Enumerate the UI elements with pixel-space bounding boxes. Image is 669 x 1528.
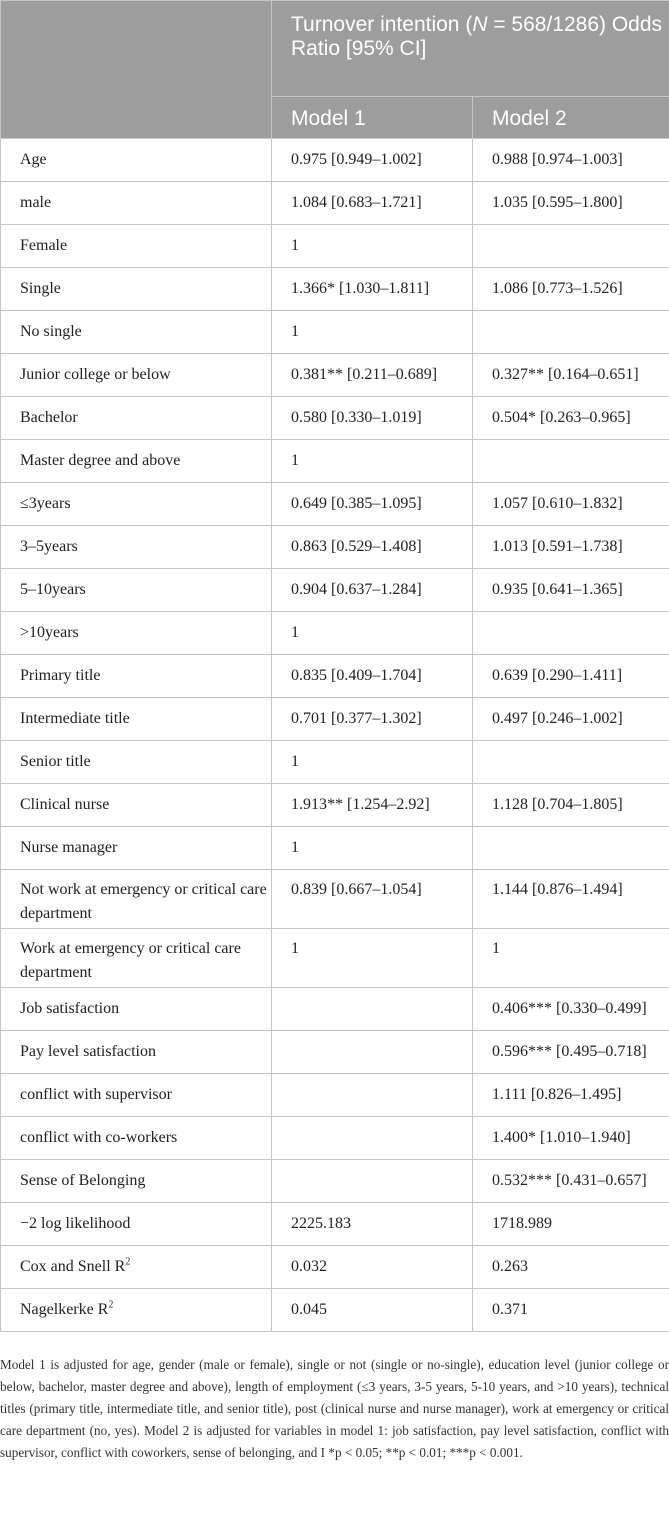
- row-label: [1, 1117, 272, 1160]
- row-label: [1, 182, 272, 225]
- model-2-value: 1: [473, 929, 669, 988]
- table-row: [1, 311, 669, 354]
- model-1-value: 0.835 [0.409–1.704]: [272, 655, 473, 698]
- table-row: [1, 741, 669, 784]
- row-label-text: Intermediate title: [20, 710, 130, 727]
- model-2-value: 0.532*** [0.431–0.657]: [473, 1160, 669, 1203]
- model-1-value: 1: [272, 225, 473, 268]
- model-2-value: [473, 225, 669, 268]
- header-group-suffix: = 568/1286) Odds Ratio [95% CI]: [291, 13, 663, 60]
- row-label: [1, 354, 272, 397]
- row-label: [1, 784, 272, 827]
- model-1-value: 1: [272, 741, 473, 784]
- row-label: [1, 741, 272, 784]
- row-label-text: Clinical nurse: [20, 796, 110, 813]
- model-2-value: [473, 440, 669, 483]
- table-row: [1, 870, 669, 929]
- model-1-value: 1: [272, 311, 473, 354]
- model-2-value: 0.639 [0.290–1.411]: [473, 655, 669, 698]
- table-row: [1, 440, 669, 483]
- header-model-2: Model 2: [473, 97, 669, 139]
- row-label-text: 5–10years: [20, 581, 86, 598]
- table-row: [1, 655, 669, 698]
- row-label-text: Pay level satisfaction: [20, 1043, 156, 1060]
- row-label: [1, 139, 272, 182]
- model-2-value: 0.497 [0.246–1.002]: [473, 698, 669, 741]
- model-1-value: [272, 1074, 473, 1117]
- model-1-value: [272, 1031, 473, 1074]
- model-2-value: 1.086 [0.773–1.526]: [473, 268, 669, 311]
- model-2-value: [473, 827, 669, 870]
- model-2-value: 1.013 [0.591–1.738]: [473, 526, 669, 569]
- model-1-value: 0.839 [0.667–1.054]: [272, 870, 473, 929]
- model-1-value: 0.863 [0.529–1.408]: [272, 526, 473, 569]
- table-row: [1, 182, 669, 225]
- table-row: [1, 1074, 669, 1117]
- model-1-value: 1: [272, 612, 473, 655]
- model-1-value: 0.381** [0.211–0.689]: [272, 354, 473, 397]
- model-2-value: 1.144 [0.876–1.494]: [473, 870, 669, 929]
- row-label-text: Primary title: [20, 667, 101, 684]
- model-1-value: [272, 1160, 473, 1203]
- row-label-text: −2 log likelihood: [20, 1215, 131, 1232]
- row-label: [1, 1289, 272, 1332]
- row-label-text: ≤3years: [20, 495, 71, 512]
- model-1-value: 0.701 [0.377–1.302]: [272, 698, 473, 741]
- row-label: [1, 655, 272, 698]
- table-row: [1, 784, 669, 827]
- model-2-value: 0.371: [473, 1289, 669, 1332]
- row-label: [1, 311, 272, 354]
- row-label-text: Not work at emergency or critical care department: [20, 881, 267, 922]
- row-label: [1, 1074, 272, 1117]
- row-label-text: 3–5years: [20, 538, 78, 555]
- model-2-value: 1.111 [0.826–1.495]: [473, 1074, 669, 1117]
- model-2-value: 1.400* [1.010–1.940]: [473, 1117, 669, 1160]
- header-group-title: [272, 1, 669, 97]
- table-body: [1, 139, 669, 1332]
- table-row: [1, 268, 669, 311]
- row-label-text: Work at emergency or critical care department: [20, 940, 241, 981]
- row-label-superscript: 2: [125, 1256, 131, 1268]
- table-row: [1, 827, 669, 870]
- row-label-text: conflict with supervisor: [20, 1086, 172, 1103]
- table-row: [1, 397, 669, 440]
- table-row: [1, 1160, 669, 1203]
- model-2-value: 1.128 [0.704–1.805]: [473, 784, 669, 827]
- model-2-value: 1718.989: [473, 1203, 669, 1246]
- model-1-value: 1.366* [1.030–1.811]: [272, 268, 473, 311]
- row-label: [1, 483, 272, 526]
- row-label-text: Cox and Snell R: [20, 1258, 126, 1275]
- table-row: [1, 698, 669, 741]
- model-1-value: 1: [272, 827, 473, 870]
- model-1-value: 0.045: [272, 1289, 473, 1332]
- model-2-value: 1.057 [0.610–1.832]: [473, 483, 669, 526]
- model-2-value: [473, 741, 669, 784]
- table-row: [1, 1031, 669, 1074]
- table-row: [1, 354, 669, 397]
- row-label-text: Junior college or below: [20, 366, 171, 383]
- table-row: [1, 988, 669, 1031]
- row-label: [1, 225, 272, 268]
- row-label: [1, 827, 272, 870]
- row-label-text: male: [20, 194, 52, 211]
- row-label-text: Age: [20, 151, 47, 168]
- row-label: [1, 569, 272, 612]
- row-label: [1, 440, 272, 483]
- row-label-text: Nagelkerke R: [20, 1301, 109, 1318]
- row-label-text: Sense of Belonging: [20, 1172, 146, 1189]
- table-row: [1, 1117, 669, 1160]
- table-row: [1, 929, 669, 988]
- model-2-value: 0.263: [473, 1246, 669, 1289]
- model-1-value: 1.084 [0.683–1.721]: [272, 182, 473, 225]
- row-label-text: Job satisfaction: [20, 1000, 120, 1017]
- row-label-text: Single: [20, 280, 61, 297]
- row-label: [1, 988, 272, 1031]
- row-label-text: Master degree and above: [20, 452, 181, 469]
- row-label: [1, 1203, 272, 1246]
- row-label-text: >10years: [20, 624, 79, 641]
- model-2-value: [473, 612, 669, 655]
- model-2-value: [473, 311, 669, 354]
- row-label-text: Bachelor: [20, 409, 78, 426]
- row-label: [1, 268, 272, 311]
- row-label: [1, 698, 272, 741]
- row-label: [1, 929, 272, 988]
- table-row: [1, 1203, 669, 1246]
- model-1-value: 2225.183: [272, 1203, 473, 1246]
- table-row: [1, 483, 669, 526]
- table-row: [1, 569, 669, 612]
- model-1-value: 0.975 [0.949–1.002]: [272, 139, 473, 182]
- table-row: [1, 612, 669, 655]
- row-label-text: No single: [20, 323, 82, 340]
- row-label: [1, 397, 272, 440]
- model-1-value: 0.580 [0.330–1.019]: [272, 397, 473, 440]
- model-1-value: [272, 1117, 473, 1160]
- table-header: [1, 1, 669, 139]
- model-2-value: 0.988 [0.974–1.003]: [473, 139, 669, 182]
- header-n-symbol: N: [472, 13, 488, 36]
- table-row: [1, 139, 669, 182]
- model-1-value: 1.913** [1.254–2.92]: [272, 784, 473, 827]
- model-2-value: 0.327** [0.164–0.651]: [473, 354, 669, 397]
- row-label: [1, 526, 272, 569]
- model-1-value: 0.904 [0.637–1.284]: [272, 569, 473, 612]
- table-row: [1, 225, 669, 268]
- header-blank-cell: [1, 1, 272, 139]
- table-row: [1, 526, 669, 569]
- row-label-text: Female: [20, 237, 68, 254]
- row-label-superscript: 2: [108, 1299, 114, 1311]
- row-label-text: Nurse manager: [20, 839, 118, 856]
- model-1-value: 1: [272, 440, 473, 483]
- header-model-1: Model 1: [272, 97, 473, 139]
- table-footnote: Model 1 is adjusted for age, gender (male or female), single or not (single or no-single), education level (junior college or below, bachelor, master degree and above), length of employment (≤3 years, 3-5 years, 5-10 years, and >10 years), technical titles (primary title, intermediate title, and senior title), post (clinical nurse and nurse manager), work at emergency or critical care department (no, yes). Model 2 is adjusted for variables in model 1: job satisfaction, pay level satisfaction, conflict with supervisor, conflict with coworkers, sense of belonging, and I *p < 0.05; **p < 0.01; ***p < 0.001.: [0, 1357, 669, 1460]
- row-label: [1, 1031, 272, 1074]
- table-row: [1, 1289, 669, 1332]
- row-label: [1, 870, 272, 929]
- row-label-text: conflict with co-workers: [20, 1129, 178, 1146]
- header-group-prefix: Turnover intention (: [291, 13, 473, 36]
- model-2-value: 0.406*** [0.330–0.499]: [473, 988, 669, 1031]
- model-2-value: 0.935 [0.641–1.365]: [473, 569, 669, 612]
- model-1-value: 1: [272, 929, 473, 988]
- model-1-value: 0.649 [0.385–1.095]: [272, 483, 473, 526]
- table-row: [1, 1246, 669, 1289]
- row-label: [1, 1160, 272, 1203]
- row-label: [1, 1246, 272, 1289]
- row-label: [1, 612, 272, 655]
- model-1-value: 0.032: [272, 1246, 473, 1289]
- model-2-value: 0.596*** [0.495–0.718]: [473, 1031, 669, 1074]
- row-label-text: Senior title: [20, 753, 91, 770]
- model-2-value: 1.035 [0.595–1.800]: [473, 182, 669, 225]
- model-2-value: 0.504* [0.263–0.965]: [473, 397, 669, 440]
- model-1-value: [272, 988, 473, 1031]
